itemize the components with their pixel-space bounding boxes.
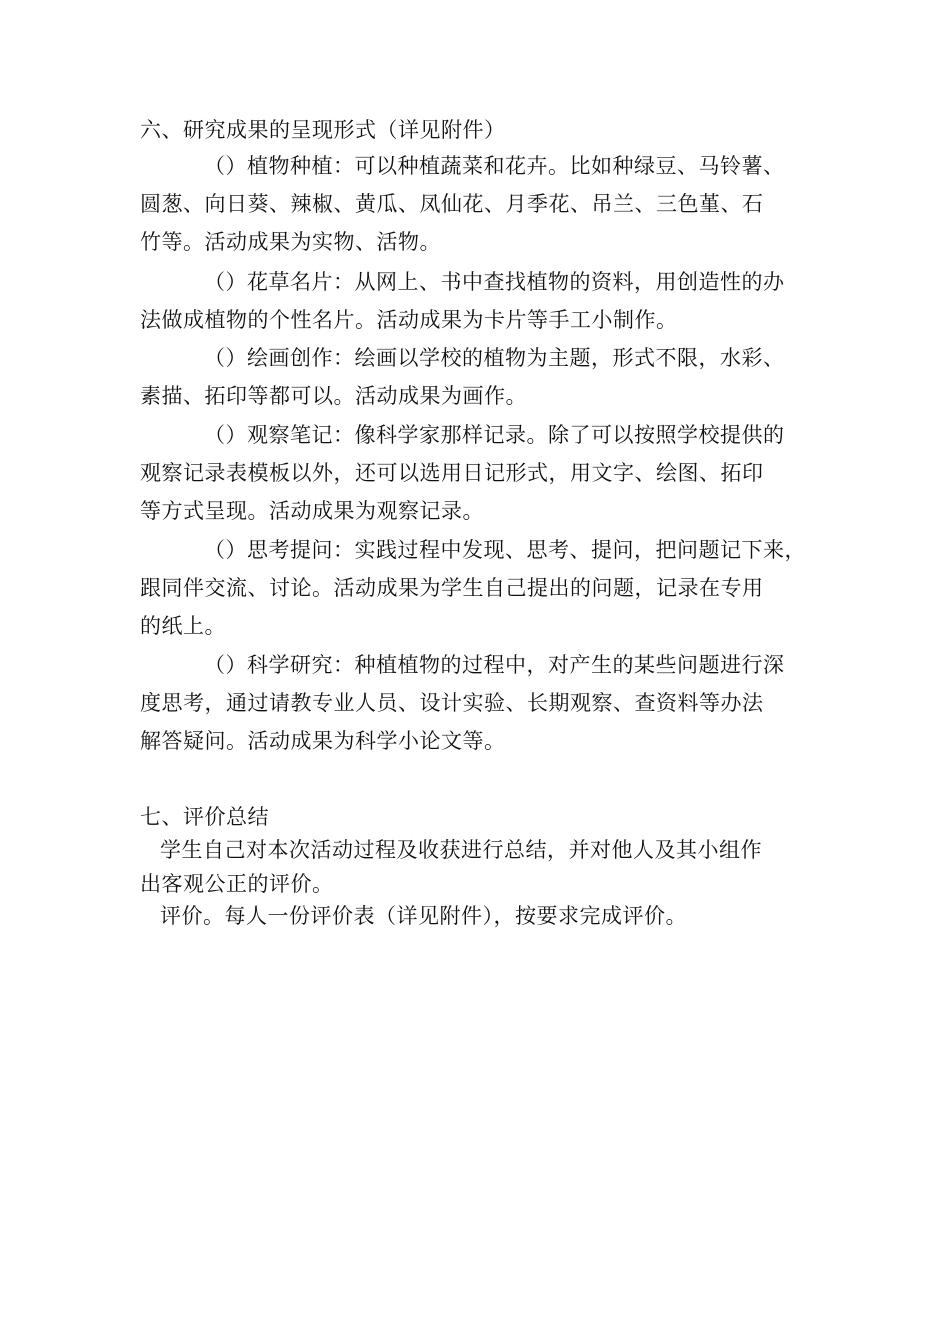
section-6-item-name-card: [140, 263, 810, 339]
section-7-heading: 七、评价总结: [140, 805, 269, 829]
item-line: 素描、拓印等都可以。活动成果为画作。: [140, 384, 527, 408]
item-line: 的纸上。: [140, 614, 226, 638]
item-first-line: （）花草名片：从网上、书中查找植物的资料，用创造性的办: [204, 270, 785, 294]
item-line: 法做成植物的个性名片。活动成果为卡片等手工小制作。: [140, 308, 678, 332]
item-first-line: （）科学研究：种植植物的过程中，对产生的某些问题进行深: [204, 653, 785, 677]
section-7-line-1: 学生自己对本次活动过程及收获进行总结，并对他人及其小组作: [160, 838, 762, 862]
section-6-item-observation-notes: [140, 416, 810, 530]
item-first-line: （）观察笔记：像科学家那样记录。除了可以按照学校提供的: [204, 423, 785, 447]
item-line: 竹等。活动成果为实物、活物。: [140, 230, 441, 254]
section-6-item-research: [140, 646, 810, 760]
section-6-item-drawing: [140, 339, 810, 415]
item-line: 度思考，通过请教专业人员、设计实验、长期观察、查资料等办法: [140, 691, 764, 715]
section-6-heading: 六、研究成果的呈现形式（详见附件）: [140, 118, 506, 142]
section-7-line-3: 评价。每人一份评价表（详见附件），按要求完成评价。: [160, 904, 687, 928]
item-line: 等方式呈现。活动成果为观察记录。: [140, 499, 484, 523]
section-7-line-2: 出客观公正的评价。: [140, 872, 334, 896]
item-line: 跟同伴交流、讨论。活动成果为学生自己提出的问题，记录在专用: [140, 576, 764, 600]
item-line: 圆葱、向日葵、辣椒、黄瓜、凤仙花、月季花、吊兰、三色堇、石: [140, 192, 764, 216]
item-line: 观察记录表模板以外，还可以选用日记形式，用文字、绘图、拓印: [140, 461, 764, 485]
item-first-line: （）思考提问：实践过程中发现、思考、提问，把问题记下来，: [204, 538, 806, 562]
section-6-item-questions: [140, 531, 810, 645]
item-first-line: （）植物种植：可以种植蔬菜和花卉。比如种绿豆、马铃薯、: [204, 154, 785, 178]
item-line: 解答疑问。活动成果为科学小论文等。: [140, 729, 506, 753]
item-first-line: （）绘画创作：绘画以学校的植物为主题，形式不限，水彩、: [204, 346, 785, 370]
section-6-item-planting: [140, 147, 810, 261]
